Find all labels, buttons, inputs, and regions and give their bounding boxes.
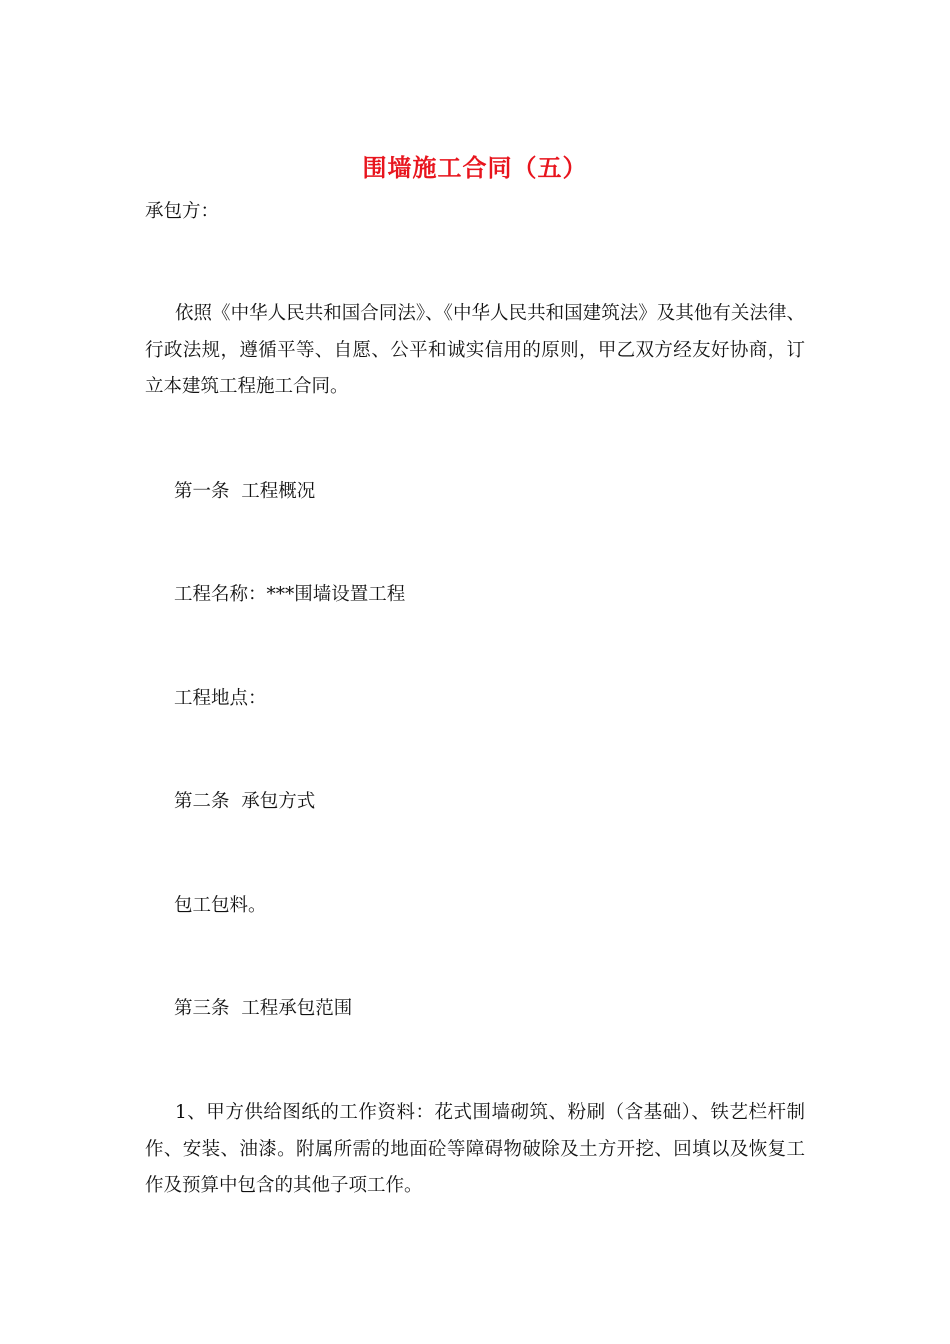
article-3-heading: 第三条 工程承包范围 [174,998,353,1019]
article-1-heading: 第一条 工程概况 [174,481,316,502]
contractor-label: 承包方： [145,201,220,222]
preamble-paragraph: 依照《中华人民共和国合同法》、《中华人民共和国建筑法》及其他有关法律、行政法规，遵循平等、自愿、公平和诚实信用的原则，甲乙双方经友好协商，订立本建筑工程施工合同。 [145,303,805,397]
contract-mode: 包工包料。 [174,895,267,916]
project-name: 工程名称：***围墙设置工程 [174,584,406,605]
project-location: 工程地点： [174,688,267,709]
article-2-heading: 第二条 承包方式 [174,791,316,812]
document-title: 围墙施工合同（五） [362,153,588,182]
scope-item-1: 1、甲方供给图纸的工作资料：花式围墙砌筑、粉刷（含基础）、铁艺栏杆制作、安装、油漆。附属所需的地面砼等障碍物破除及土方开挖、回填以及恢复工作及预算中包含的其他子项工作。 [145,1102,805,1196]
